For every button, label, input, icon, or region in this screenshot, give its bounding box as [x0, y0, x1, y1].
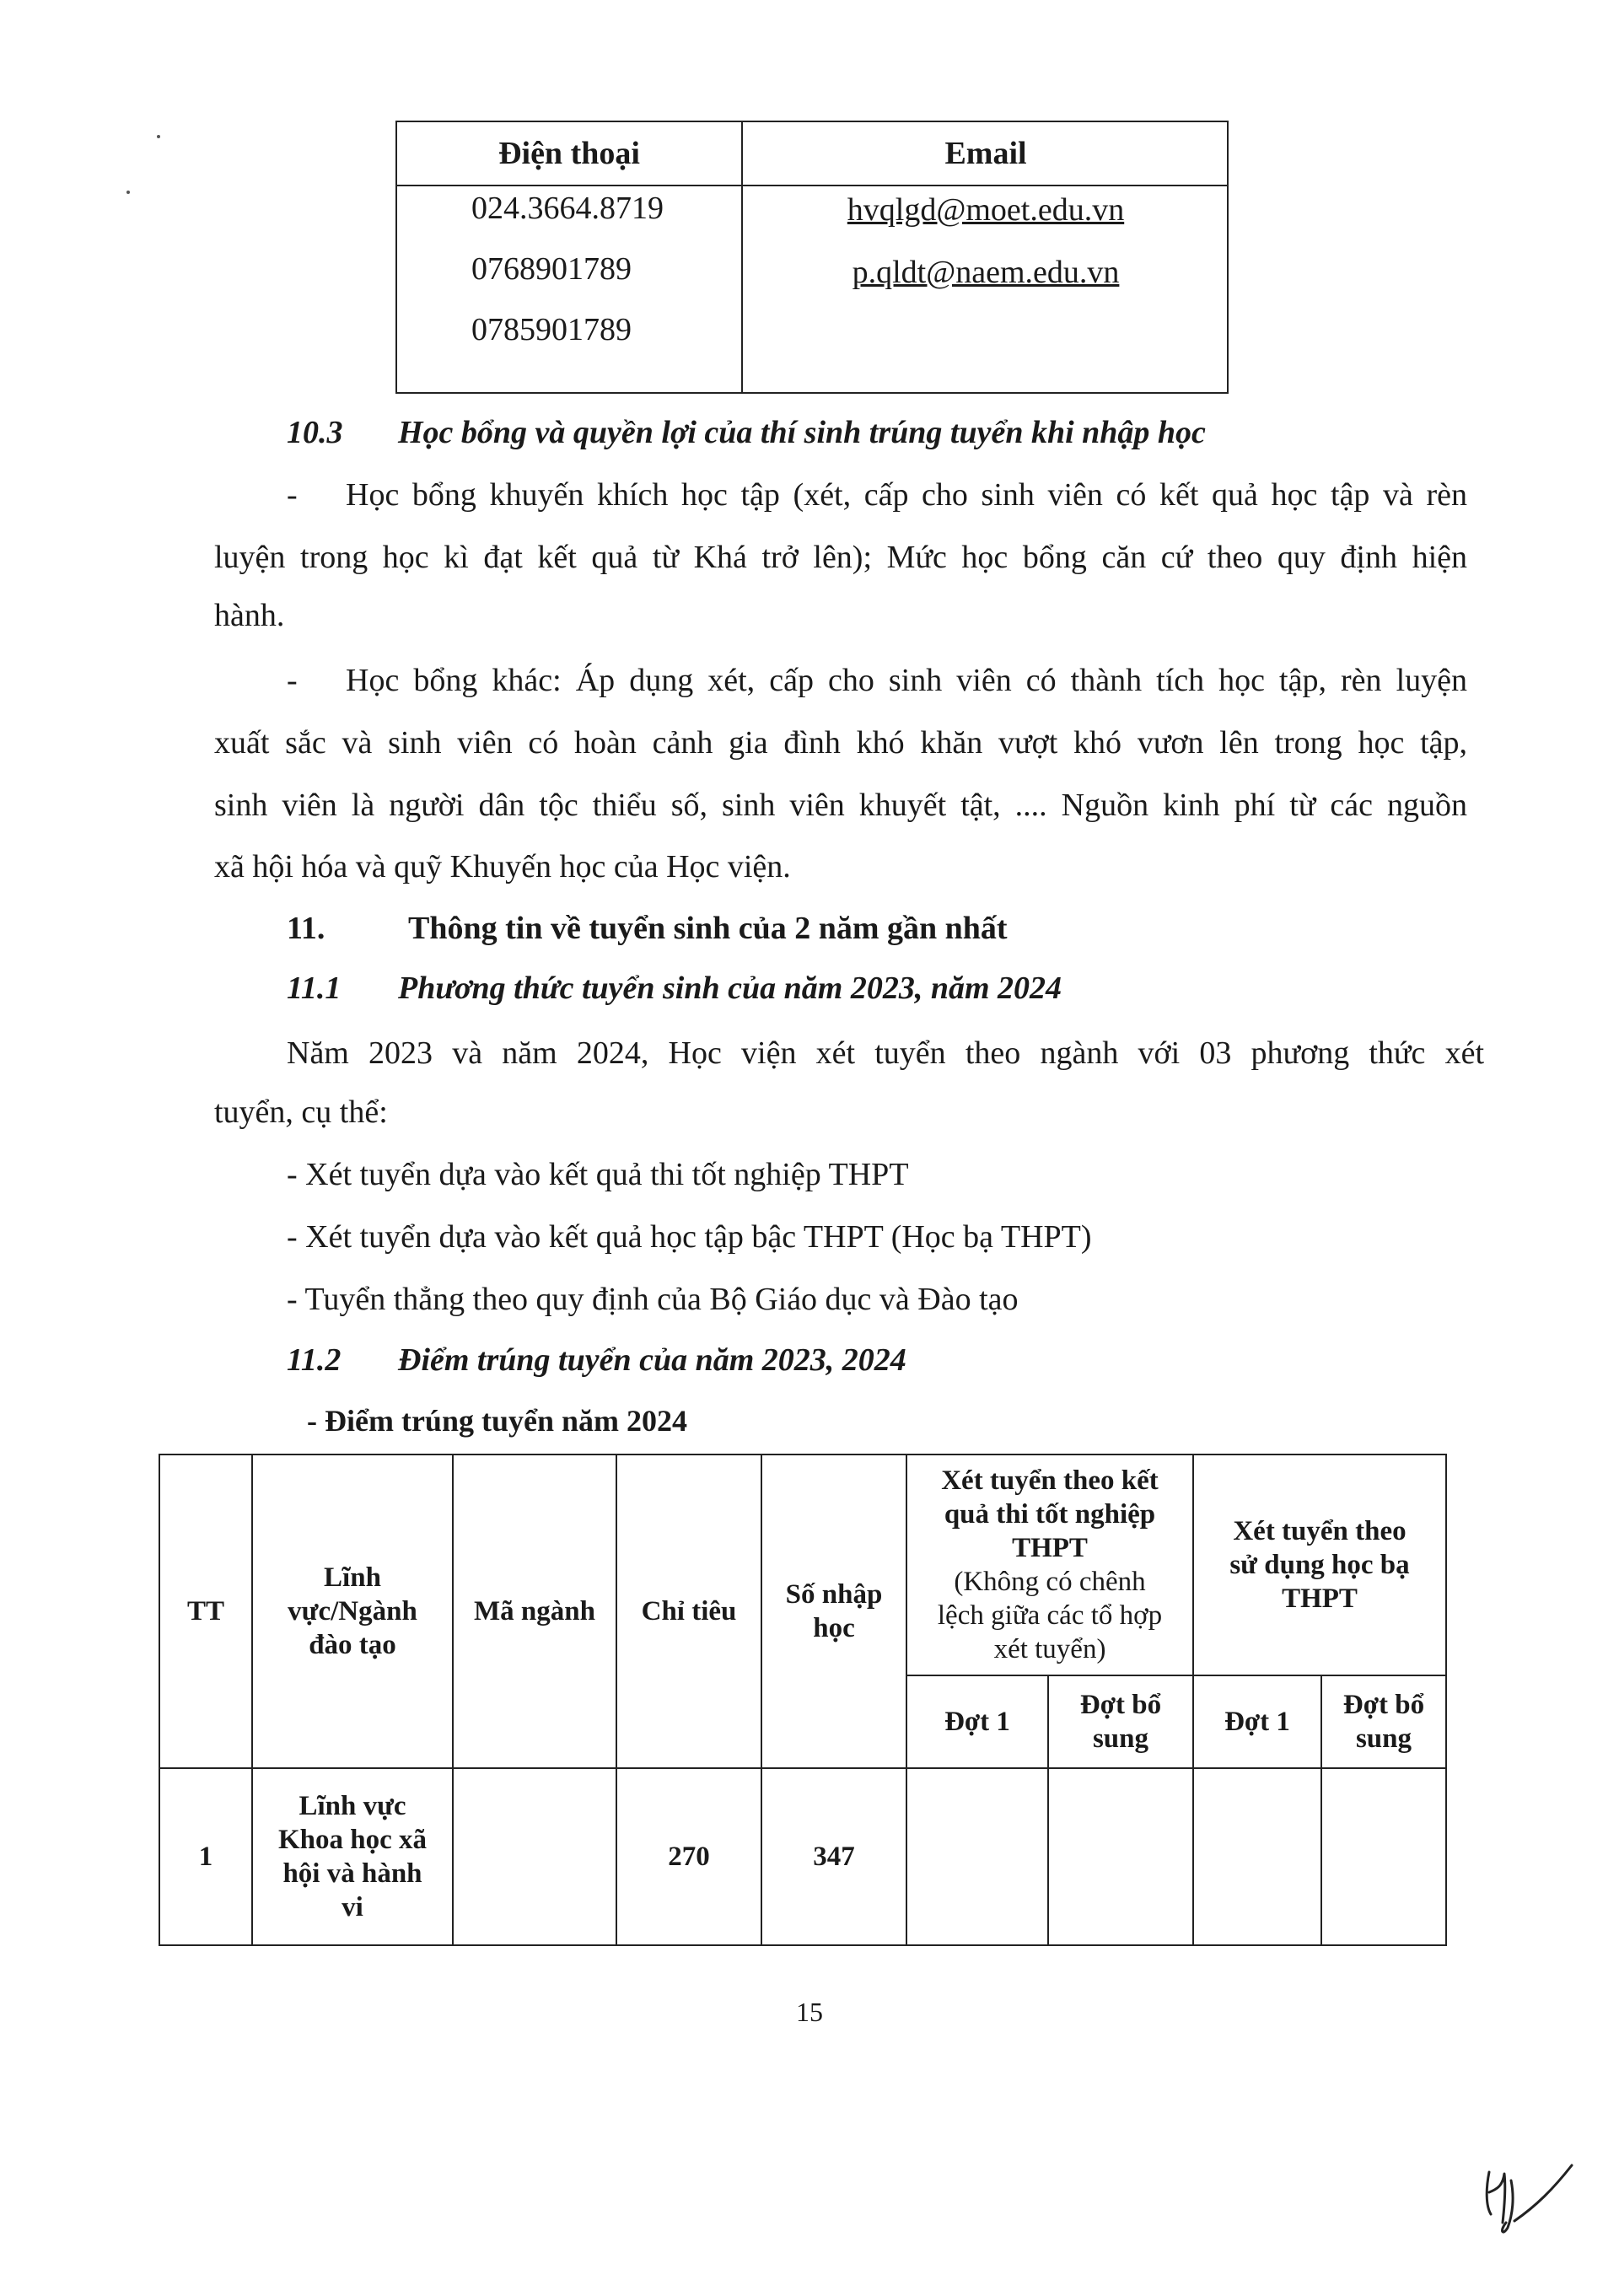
header-round1: Đợt 1 [1193, 1675, 1321, 1768]
header-supplementary: Đợt bổ sung [1321, 1675, 1446, 1768]
phone-number: 024.3664.8719 [471, 191, 664, 226]
cell-empty [1321, 1768, 1446, 1945]
header-exam-method: Xét tuyển theo kết quả thi tốt nghiệp THPT (Không có chênh lệch giữa các tổ hợp xét tuyển) [906, 1454, 1193, 1675]
section-number: 10.3 [287, 415, 343, 450]
email-link[interactable]: p.qldt@naem.edu.vn [852, 255, 1120, 290]
header-field: Lĩnh vực/Ngành đào tạo [252, 1454, 453, 1768]
section-number: 11.2 [287, 1342, 342, 1378]
header-quota: Chỉ tiêu [616, 1454, 761, 1768]
header-supplementary: Đợt bổ sung [1048, 1675, 1193, 1768]
header-code: Mã ngành [453, 1454, 616, 1768]
section-title: Thông tin về tuyển sinh của 2 năm gần nhất [408, 911, 1008, 946]
paragraph-line: Học bổng khác: Áp dụng xét, cấp cho sinh viên có thành tích học tập, rèn luyện [346, 663, 1467, 698]
cell-enrolled: 347 [761, 1768, 906, 1945]
section-number: 11. [287, 911, 325, 946]
phone-number: 0768901789 [471, 251, 632, 287]
method-item: - Xét tuyển dựa vào kết quả học tập bậc THPT (Học bạ THPT) [287, 1219, 1092, 1255]
scan-speck [126, 191, 130, 194]
paragraph-line: Năm 2023 và năm 2024, Học viện xét tuyển theo ngành với 03 phương thức xét [287, 1035, 1484, 1071]
cell-code [453, 1768, 616, 1945]
section-number: 11.1 [287, 971, 342, 1006]
header-enrolled: Số nhập học [761, 1454, 906, 1768]
cell-tt: 1 [159, 1768, 252, 1945]
cell-empty [1193, 1768, 1321, 1945]
email-link[interactable]: hvqlgd@moet.edu.vn [847, 192, 1125, 228]
paragraph-line: Học bổng khuyến khích học tập (xét, cấp cho sinh viên có kết quả học tập và rèn [346, 477, 1467, 513]
header-transcript-method: Xét tuyển theo sử dụng học bạ THPT [1193, 1454, 1446, 1675]
handwritten-signature [1477, 2155, 1579, 2248]
email-header: Email [944, 136, 1027, 171]
cell-field: Lĩnh vực Khoa học xã hội và hành vi [252, 1768, 453, 1945]
cell-empty [906, 1768, 1048, 1945]
bullet: - [287, 477, 298, 513]
header-tt: TT [159, 1454, 252, 1768]
section-title: Học bổng và quyền lợi của thí sinh trúng tuyển khi nhập học [398, 415, 1206, 450]
section-title: Phương thức tuyển sinh của năm 2023, năm 2024 [398, 971, 1062, 1006]
bullet: - [287, 663, 298, 698]
paragraph-line: luyện trong học kì đạt kết quả từ Khá trở lên); Mức học bổng căn cứ theo quy định hiện [214, 540, 1467, 575]
paragraph-line: xuất sắc và sinh viên có hoàn cảnh gia đình khó khăn vượt khó vươn lên trong học tập, [214, 725, 1467, 761]
paragraph-line: hành. [214, 598, 285, 633]
page-number: 15 [796, 1997, 823, 2027]
header-round1: Đợt 1 [906, 1675, 1048, 1768]
method-item: - Tuyển thẳng theo quy định của Bộ Giáo dục và Đào tạo [287, 1282, 1019, 1317]
cell-empty [1048, 1768, 1193, 1945]
section-title: Điểm trúng tuyển của năm 2023, 2024 [398, 1342, 906, 1378]
scores-table [159, 1454, 1447, 1946]
paragraph-line: xã hội hóa và quỹ Khuyến học của Học viện. [214, 849, 791, 885]
paragraph-line: sinh viên là người dân tộc thiểu số, sinh viên khuyết tật, .... Nguồn kinh phí từ các nguồn [214, 788, 1467, 823]
phone-header: Điện thoại [498, 136, 640, 171]
table-subheading: - Điểm trúng tuyển năm 2024 [307, 1404, 687, 1438]
cell-quota: 270 [616, 1768, 761, 1945]
method-item: - Xét tuyển dựa vào kết quả thi tốt nghiệp THPT [287, 1157, 909, 1192]
contact-table [395, 121, 1229, 394]
table-row [159, 1768, 1446, 1945]
phone-number: 0785901789 [471, 312, 632, 347]
scan-speck [157, 135, 160, 138]
paragraph-line: tuyển, cụ thể: [214, 1094, 388, 1130]
